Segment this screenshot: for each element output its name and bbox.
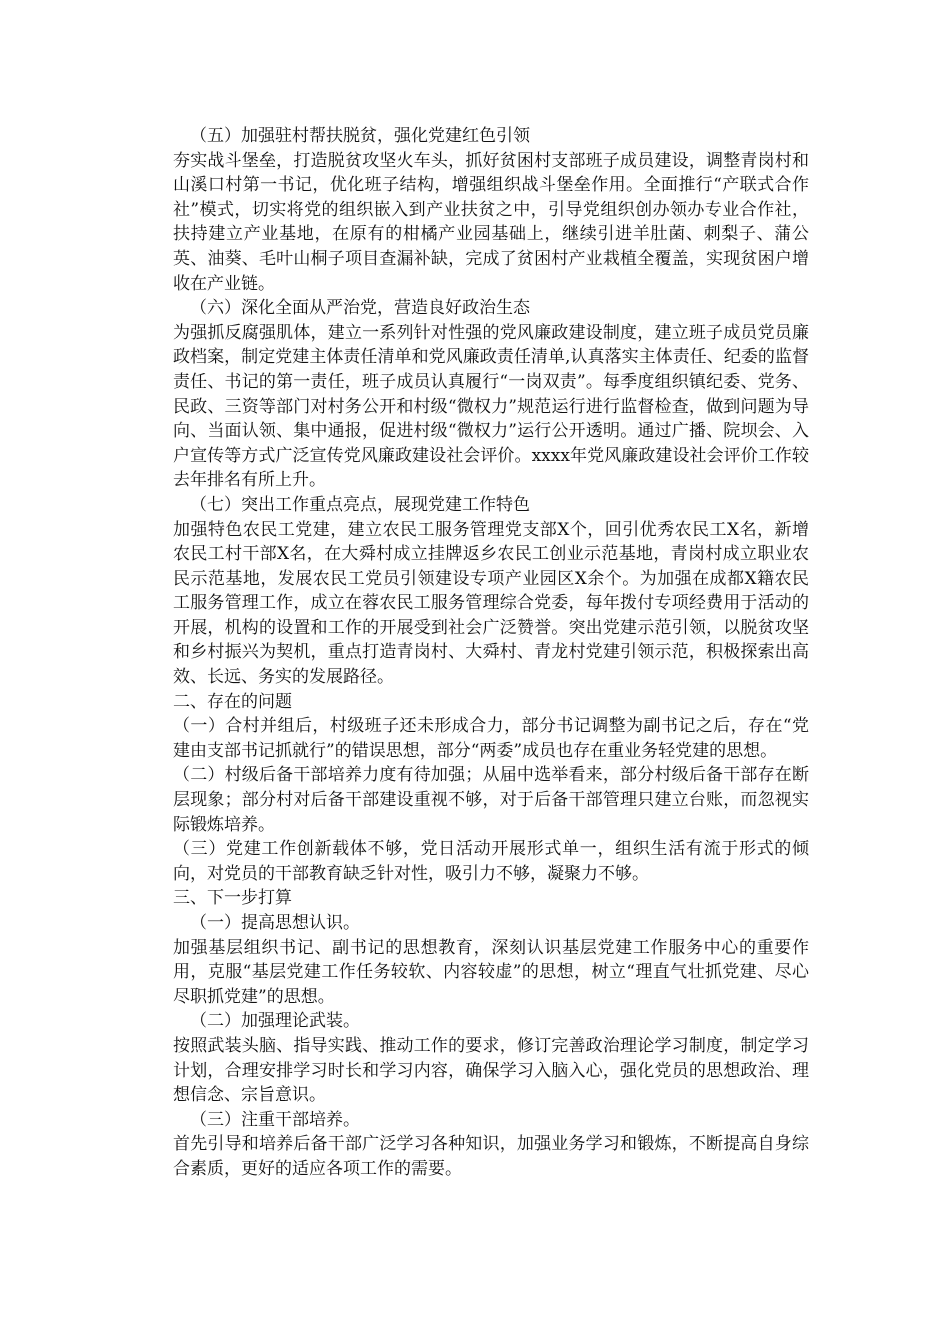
subsection-heading-6: （六）深化全面从严治党，营造良好政治生态: [190, 298, 530, 319]
problem-item-1: （一）合村并组后，村级班子还未形成合力，部分书记调整为副书记之后，存在“党建由支部书记抓就行”的错误思想，部分“两委”成员也存在重业务轻党建的思想。: [173, 716, 809, 761]
document-body: [173, 124, 809, 1182]
body-paragraph: 加强特色农民工党建，建立农民工服务管理党支部X个，回引优秀农民工X名，新增农民工村干部X名，在大舜村成立挂牌返乡农民工创业示范基地，青岗村成立职业农民示范基地，发展农民工党员引领建设专项产业园区X余个。为加强在成都X籍农民工服务管理工作，成立在蓉农民工服务管理综合党委，每年拨付专项经费用于活动的开展，机构的设置和工作的开展受到社会广泛赞誉。突出党建示范引领，以脱贫攻坚和乡村振兴为契机，重点打造青岗村、大舜村、青龙村党建引领示范，积极探索出高效、长远、务实的发展路径。: [173, 519, 809, 688]
subsection-heading-7: （七）突出工作重点亮点，展现党建工作特色: [190, 494, 530, 515]
subsection-heading-5: （五）加强驻村帮扶脱贫，强化党建红色引领: [190, 126, 530, 146]
section-heading-problems: 二、存在的问题: [173, 691, 292, 712]
section-heading-next-steps: 三、下一步打算: [173, 888, 292, 909]
body-paragraph: 夯实战斗堡垒，打造脱贫攻坚火车头，抓好贫困村支部班子成员建设，调整青岗村和山溪口村第一书记，优化班子结构，增强组织战斗堡垒作用。全面推行“产联式合作社”模式，切实将党的组织嵌入到产业扶贫之中，引导党组织创办领办专业合作社，扶持建立产业基地，在原有的柑橘产业园基础上，继续引进羊肚菌、刺梨子、蒲公英、油葵、毛叶山桐子项目查漏补缺，完成了贫困村产业栽植全覆盖，实现贫困户增收在产业链。: [173, 150, 809, 294]
plan-heading-1: （一）提高思想认识。: [190, 913, 360, 933]
body-paragraph: 按照武装头脑、指导实践、推动工作的要求，修订完善政治理论学习制度，制定学习计划，合理安排学习时长和学习内容，确保学习入脑入心，强化党员的思想政治、理想信念、宗旨意识。: [173, 1035, 809, 1106]
problem-item-3: （三）党建工作创新载体不够，党日活动开展形式单一，组织生活有流于形式的倾向，对党员的干部教育缺乏针对性，吸引力不够，凝聚力不够。: [173, 839, 809, 884]
plan-heading-3: （三）注重干部培养。: [190, 1109, 360, 1130]
body-paragraph: 首先引导和培养后备干部广泛学习各种知识，加强业务学习和锻炼，不断提高自身综合素质，更好的适应各项工作的需要。: [173, 1134, 809, 1179]
body-paragraph: 为强抓反腐强肌体，建立一系列针对性强的党风廉政建设制度，建立班子成员党员廉政档案，制定党建主体责任清单和党风廉政责任清单,认真落实主体责任、纪委的监督责任、书记的第一责任，班子成员认真履行“一岗双责”。每季度组织镇纪委、党务、民政、三资等部门对村务公开和村级“微权力”规范运行进行监督检查，做到问题为导向、当面认领、集中通报，促进村级“微权力”运行公开透明。通过广播、院坝会、入户宣传等方式广泛宣传党风廉政建设社会评价。xxxx年党风廉政建设社会评价工作较去年排名有所上升。: [173, 322, 809, 491]
plan-heading-2: （二）加强理论武装。: [190, 1011, 360, 1032]
problem-item-2: （二）村级后备干部培养力度有待加强；从届中选举看来，部分村级后备干部存在断层现象；部分村对后备干部建设重视不够，对于后备干部管理只建立台账，而忽视实际锻炼培养。: [173, 765, 809, 835]
body-paragraph: 加强基层组织书记、副书记的思想教育，深刻认识基层党建工作服务中心的重要作用，克服“基层党建工作任务较软、内容较虚”的思想，树立“理直气壮抓党建、尽心尽职抓党建”的思想。: [173, 937, 809, 1007]
